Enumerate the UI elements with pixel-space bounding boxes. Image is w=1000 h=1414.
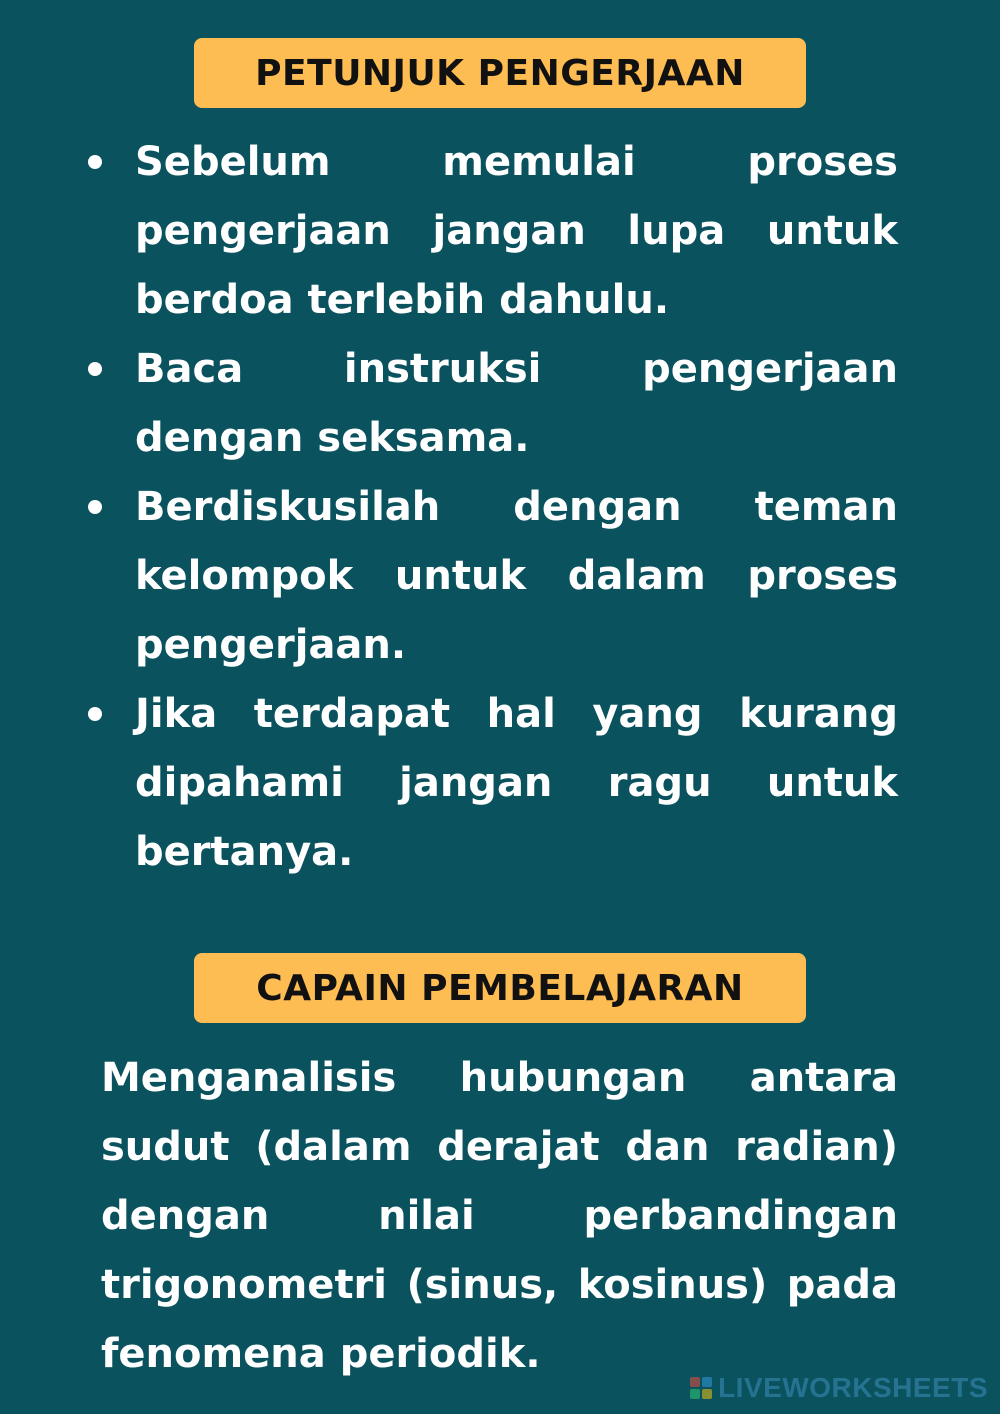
bullet-icon [88,500,102,514]
instruction-text: Berdiskusilah dengan teman kelompok untuk dalam proses pengerjaan. [135,484,898,668]
learning-outcome-text: Menganalisis hubungan antara sudut (dalam derajat dan radian) dengan nilai perbandingan trigonometri (sinus, kosinus) pada fenomena periodik. [101,1055,898,1377]
watermark [690,1372,988,1404]
instruction-item [88,680,898,887]
bullet-icon [88,362,102,376]
instructions-header: PETUNJUK PENGERJAAN [194,38,806,108]
watermark-text: LIVEWORKSHEETS [718,1372,988,1403]
learning-outcome-header: CAPAIN PEMBELAJARAN [194,953,806,1023]
instruction-item [88,128,898,335]
instruction-item [88,335,898,473]
liveworksheets-logo-icon [690,1377,712,1399]
instructions-list [88,128,898,887]
bullet-icon [88,155,102,169]
instruction-text: Baca instruksi pengerjaan dengan seksama. [135,346,898,461]
instruction-item [88,473,898,680]
bullet-icon [88,707,102,721]
instruction-text: Sebelum memulai proses pengerjaan jangan lupa untuk berdoa terlebih dahulu. [135,139,898,323]
instruction-text: Jika terdapat hal yang kurang dipahami jangan ragu untuk bertanya. [135,691,898,875]
